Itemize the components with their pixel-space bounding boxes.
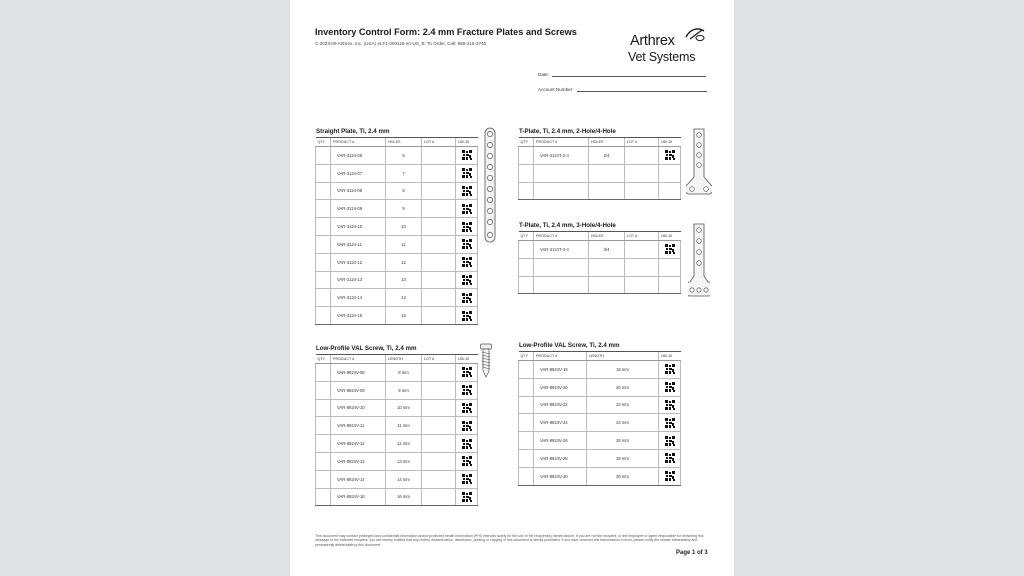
- product-number-cell: VAR-3124-12: [331, 253, 386, 271]
- udi-cell: [456, 435, 478, 453]
- blank-cell[interactable]: [519, 276, 534, 294]
- value-cell: 13 mm: [386, 452, 422, 470]
- udi-qr-code-icon: [456, 239, 477, 249]
- qty-cell[interactable]: [316, 271, 331, 289]
- udi-qr-code-icon: [456, 168, 477, 178]
- lot-number-cell[interactable]: [422, 470, 456, 488]
- column-header-qty: QTY: [519, 138, 534, 147]
- udi-cell: [456, 289, 478, 307]
- table-row: [519, 467, 681, 485]
- section-title-straight-plate: Straight Plate, Ti, 2.4 mm: [316, 128, 390, 135]
- lot-number-cell[interactable]: [422, 417, 456, 435]
- udi-qr-code-icon: [659, 364, 680, 374]
- udi-cell: [456, 218, 478, 236]
- product-number-cell: VAR-3124-08: [331, 182, 386, 200]
- column-header-qty: QTY: [519, 232, 534, 241]
- qty-cell[interactable]: [316, 182, 331, 200]
- product-number-cell: VAR-8924V-08: [331, 364, 386, 382]
- value-cell: 22 mm: [587, 396, 659, 414]
- product-number-cell: VAR-3124-10: [331, 218, 386, 236]
- blank-cell[interactable]: [625, 182, 659, 200]
- table-row: [519, 147, 681, 165]
- column-header-qty: QTY: [316, 138, 331, 147]
- value-cell: 20 mm: [587, 378, 659, 396]
- udi-qr-code-icon: [456, 293, 477, 303]
- straight-plate-table: [315, 137, 478, 325]
- lot-number-cell[interactable]: [422, 235, 456, 253]
- lot-number-cell[interactable]: [422, 200, 456, 218]
- udi-qr-code-icon: [456, 257, 477, 267]
- product-number-cell: VAR-3124-11: [331, 235, 386, 253]
- udi-cell: [456, 164, 478, 182]
- udi-cell: [456, 364, 478, 382]
- product-number-cell: VAR-3124T-3-4: [534, 241, 589, 259]
- lot-number-cell[interactable]: [422, 271, 456, 289]
- qty-cell[interactable]: [316, 452, 331, 470]
- udi-qr-code-icon: [456, 421, 477, 431]
- blank-cell[interactable]: [534, 258, 589, 276]
- product-number-cell: VAR-8924V-10: [331, 399, 386, 417]
- date-line: [552, 72, 706, 77]
- udi-cell: [659, 449, 681, 467]
- column-header-length: LENGTH: [587, 352, 659, 361]
- blank-cell[interactable]: [534, 164, 589, 182]
- blank-cell[interactable]: [589, 276, 625, 294]
- value-cell: 12 mm: [386, 435, 422, 453]
- table-row: [316, 435, 478, 453]
- column-header-product: PRODUCT #: [534, 232, 589, 241]
- qty-cell[interactable]: [316, 417, 331, 435]
- product-number-cell: VAR-8924V-22: [534, 396, 587, 414]
- value-cell: 24 mm: [587, 414, 659, 432]
- logo-line2: Vet Systems: [628, 50, 696, 64]
- table-row: [316, 164, 478, 182]
- column-header-holes: HOLES: [589, 138, 625, 147]
- column-header-udi-di: UDI-DI: [456, 355, 478, 364]
- qty-cell[interactable]: [316, 218, 331, 236]
- table-row: [519, 396, 681, 414]
- product-number-cell: VAR-8924V-12: [331, 435, 386, 453]
- udi-qr-code-icon: [659, 382, 680, 392]
- qty-cell[interactable]: [519, 396, 534, 414]
- udi-qr-code-icon: [659, 150, 680, 160]
- udi-cell: [456, 253, 478, 271]
- table-row: [316, 364, 478, 382]
- table-row: [519, 241, 681, 259]
- column-header-udi-di: UDI-DI: [659, 352, 681, 361]
- lot-number-cell[interactable]: [422, 452, 456, 470]
- udi-qr-code-icon: [456, 439, 477, 449]
- straight-plate-icon: [483, 127, 497, 243]
- product-number-cell: VAR-8924V-13: [331, 452, 386, 470]
- value-cell: 11: [386, 235, 422, 253]
- blank-cell[interactable]: [519, 182, 534, 200]
- column-header-lot: LOT #: [625, 138, 659, 147]
- table-row: [316, 452, 478, 470]
- value-cell: 3/4: [589, 241, 625, 259]
- account-number-field[interactable]: [538, 87, 707, 92]
- screw-left-table: [315, 354, 478, 506]
- value-cell: 10: [386, 218, 422, 236]
- blank-cell[interactable]: [625, 258, 659, 276]
- section-title-screw-left: Low-Profile VAL Screw, Ti, 2.4 mm: [316, 345, 417, 352]
- blank-cell[interactable]: [534, 182, 589, 200]
- value-cell: 12: [386, 253, 422, 271]
- lot-number-cell[interactable]: [422, 164, 456, 182]
- date-label: Date:: [538, 72, 549, 77]
- column-header-qty: QTY: [316, 355, 331, 364]
- udi-cell: [659, 414, 681, 432]
- product-number-cell: VAR-8924V-16: [331, 488, 386, 506]
- table-row: [316, 253, 478, 271]
- value-cell: 18 mm: [587, 361, 659, 379]
- udi-cell: [456, 417, 478, 435]
- value-cell: 16 mm: [386, 488, 422, 506]
- qty-cell[interactable]: [316, 435, 331, 453]
- table-row: [316, 218, 478, 236]
- qty-cell[interactable]: [316, 488, 331, 506]
- udi-cell: [659, 241, 681, 259]
- lot-number-cell[interactable]: [422, 147, 456, 165]
- qty-cell[interactable]: [316, 399, 331, 417]
- table-row: [519, 432, 681, 450]
- product-number-cell: VAR-8924V-28: [534, 449, 587, 467]
- lot-number-cell[interactable]: [625, 147, 659, 165]
- screw-right-table: [518, 351, 681, 486]
- table-header-row: [519, 138, 681, 147]
- table-row: [519, 414, 681, 432]
- product-number-cell: VAR-8924V-18: [534, 361, 587, 379]
- table-row: [316, 470, 478, 488]
- product-number-cell: VAR-3124-09: [331, 200, 386, 218]
- qty-cell[interactable]: [519, 414, 534, 432]
- qty-cell[interactable]: [316, 164, 331, 182]
- value-cell: 2/4: [589, 147, 625, 165]
- udi-cell: [456, 235, 478, 253]
- udi-qr-code-icon: [456, 204, 477, 214]
- table-row: [316, 147, 478, 165]
- lot-number-cell[interactable]: [422, 488, 456, 506]
- lot-number-cell[interactable]: [422, 182, 456, 200]
- blank-cell[interactable]: [659, 182, 681, 200]
- product-number-cell: VAR-8924V-14: [331, 470, 386, 488]
- blank-cell[interactable]: [519, 258, 534, 276]
- blank-cell[interactable]: [659, 276, 681, 294]
- udi-qr-code-icon: [659, 436, 680, 446]
- value-cell: 6: [386, 147, 422, 165]
- udi-qr-code-icon: [659, 400, 680, 410]
- blank-row[interactable]: [519, 182, 681, 200]
- udi-qr-code-icon: [659, 471, 680, 481]
- product-number-cell: VAR-3124-07: [331, 164, 386, 182]
- confidentiality-disclaimer: This document may contain privileged and confidential information and/or protected health information (PHI) intended solely for the use of the recipient(s) named above. If you are not the recipient, or the employee or agent responsible for delivering this message to the intended recipient, you are hereby notified that any review, dissemination, distribution, printing or copying of this document is strictly prohibited. If you have received this transmission in error, please notify the sender immediately and permanently delete/destroy this document.: [315, 534, 704, 547]
- qty-cell[interactable]: [316, 381, 331, 399]
- column-header-holes: HOLES: [589, 232, 625, 241]
- lot-number-cell[interactable]: [422, 381, 456, 399]
- table-row: [316, 488, 478, 506]
- table-row: [316, 235, 478, 253]
- qty-cell[interactable]: [519, 241, 534, 259]
- qty-cell[interactable]: [519, 449, 534, 467]
- lot-number-cell[interactable]: [422, 307, 456, 325]
- table-row: [519, 361, 681, 379]
- lot-number-cell[interactable]: [422, 218, 456, 236]
- blank-row[interactable]: [519, 164, 681, 182]
- product-number-cell: VAR-3124-14: [331, 289, 386, 307]
- udi-cell: [456, 182, 478, 200]
- product-number-cell: VAR-3124-13: [331, 271, 386, 289]
- udi-qr-code-icon: [456, 311, 477, 321]
- udi-cell: [456, 147, 478, 165]
- t-plate-2-4-icon: [686, 127, 712, 199]
- product-number-cell: VAR-8924V-20: [534, 378, 587, 396]
- udi-qr-code-icon: [456, 385, 477, 395]
- t-plate-2-4-table: [518, 137, 681, 200]
- product-number-cell: VAR-8924V-09: [331, 381, 386, 399]
- product-number-cell: VAR-8924V-24: [534, 414, 587, 432]
- udi-qr-code-icon: [456, 474, 477, 484]
- table-row: [316, 307, 478, 325]
- blank-cell[interactable]: [534, 276, 589, 294]
- udi-cell: [659, 432, 681, 450]
- value-cell: 14 mm: [386, 470, 422, 488]
- column-header-length: LENGTH: [386, 355, 422, 364]
- lot-number-cell[interactable]: [422, 435, 456, 453]
- lot-number-cell[interactable]: [422, 253, 456, 271]
- value-cell: 8: [386, 182, 422, 200]
- blank-cell[interactable]: [589, 258, 625, 276]
- qty-cell[interactable]: [316, 200, 331, 218]
- column-header-product: PRODUCT #: [534, 352, 587, 361]
- column-header-udi-di: UDI-DI: [659, 232, 681, 241]
- udi-cell: [659, 467, 681, 485]
- column-header-qty: QTY: [519, 352, 534, 361]
- product-number-cell: VAR-8924V-11: [331, 417, 386, 435]
- udi-qr-code-icon: [456, 403, 477, 413]
- table-header-row: [519, 232, 681, 241]
- column-header-holes: HOLES: [386, 138, 422, 147]
- form-page: [290, 0, 734, 576]
- blank-cell[interactable]: [589, 164, 625, 182]
- udi-cell: [659, 361, 681, 379]
- lot-number-cell[interactable]: [422, 399, 456, 417]
- column-header-udi-di: UDI-DI: [659, 138, 681, 147]
- lot-number-cell[interactable]: [422, 289, 456, 307]
- qty-cell[interactable]: [316, 307, 331, 325]
- table-row: [316, 182, 478, 200]
- table-row: [316, 200, 478, 218]
- qty-cell[interactable]: [316, 364, 331, 382]
- blank-row[interactable]: [519, 276, 681, 294]
- udi-cell: [456, 271, 478, 289]
- qty-cell[interactable]: [519, 467, 534, 485]
- value-cell: 14: [386, 289, 422, 307]
- qty-cell[interactable]: [519, 378, 534, 396]
- udi-qr-code-icon: [456, 492, 477, 502]
- column-header-product: PRODUCT #: [331, 138, 386, 147]
- value-cell: 8 mm: [386, 364, 422, 382]
- product-number-cell: VAR-8924V-26: [534, 432, 587, 450]
- value-cell: 9: [386, 200, 422, 218]
- table-row: [519, 378, 681, 396]
- udi-qr-code-icon: [456, 275, 477, 285]
- account-number-label: Account Number:: [538, 87, 574, 92]
- column-header-product: PRODUCT #: [534, 138, 589, 147]
- udi-cell: [456, 200, 478, 218]
- table-row: [316, 271, 478, 289]
- value-cell: 9 mm: [386, 381, 422, 399]
- section-title-t-plate-3-4: T-Plate, Ti, 2.4 mm, 3-Hole/4-Hole: [519, 222, 616, 229]
- section-title-screw-right: Low-Profile VAL Screw, Ti, 2.4 mm: [519, 342, 620, 349]
- blank-cell[interactable]: [625, 164, 659, 182]
- page-number: Page 1 of 3: [676, 550, 708, 556]
- blank-cell[interactable]: [519, 164, 534, 182]
- value-cell: 10 mm: [386, 399, 422, 417]
- qty-cell[interactable]: [519, 147, 534, 165]
- udi-cell: [456, 452, 478, 470]
- qty-cell[interactable]: [316, 253, 331, 271]
- table-row: [316, 417, 478, 435]
- value-cell: 7: [386, 164, 422, 182]
- column-header-udi-di: UDI-DI: [456, 138, 478, 147]
- t-plate-3-4-table: [518, 231, 681, 294]
- udi-qr-code-icon: [456, 456, 477, 466]
- qty-cell[interactable]: [316, 235, 331, 253]
- product-number-cell: VAR-3124-15: [331, 307, 386, 325]
- table-header-row: [519, 352, 681, 361]
- column-header-lot: LOT #: [422, 138, 456, 147]
- logo-swoosh-icon: [684, 27, 708, 45]
- udi-cell: [456, 399, 478, 417]
- account-number-line: [577, 87, 707, 92]
- qty-cell[interactable]: [519, 432, 534, 450]
- value-cell: 11 mm: [386, 417, 422, 435]
- qty-cell[interactable]: [316, 470, 331, 488]
- table-row: [316, 399, 478, 417]
- value-cell: 30 mm: [587, 467, 659, 485]
- table-header-row: [316, 355, 478, 364]
- t-plate-3-4-icon: [688, 222, 710, 300]
- udi-qr-code-icon: [456, 150, 477, 160]
- value-cell: 26 mm: [587, 432, 659, 450]
- form-title: Inventory Control Form: 2.4 mm Fracture Plates and Screws: [315, 27, 577, 37]
- udi-cell: [456, 307, 478, 325]
- udi-cell: [659, 396, 681, 414]
- column-header-product: PRODUCT #: [331, 355, 386, 364]
- udi-qr-code-icon: [456, 222, 477, 232]
- udi-qr-code-icon: [659, 418, 680, 428]
- screw-icon: [480, 343, 492, 379]
- blank-cell[interactable]: [625, 276, 659, 294]
- product-number-cell: VAR-3124-06: [331, 147, 386, 165]
- udi-cell: [456, 381, 478, 399]
- udi-qr-code-icon: [456, 186, 477, 196]
- table-row: [519, 449, 681, 467]
- form-subtitle: © 2023-09 Arthrex, Inc. (USA) eLF1-000118-en-US_B; To Order, Call: 888-215-3740: [315, 41, 487, 46]
- blank-cell[interactable]: [659, 164, 681, 182]
- blank-cell[interactable]: [589, 182, 625, 200]
- udi-qr-code-icon: [659, 244, 680, 254]
- udi-qr-code-icon: [456, 367, 477, 377]
- table-row: [316, 289, 478, 307]
- blank-cell[interactable]: [659, 258, 681, 276]
- qty-cell[interactable]: [316, 289, 331, 307]
- lot-number-cell[interactable]: [422, 364, 456, 382]
- udi-cell: [659, 378, 681, 396]
- section-title-t-plate-2-4: T-Plate, Ti, 2.4 mm, 2-Hole/4-Hole: [519, 128, 616, 135]
- product-number-cell: VAR-8924V-30: [534, 467, 587, 485]
- table-header-row: [316, 138, 478, 147]
- table-row: [316, 381, 478, 399]
- value-cell: 15: [386, 307, 422, 325]
- column-header-lot: LOT #: [625, 232, 659, 241]
- value-cell: 13: [386, 271, 422, 289]
- qty-cell[interactable]: [316, 147, 331, 165]
- udi-qr-code-icon: [659, 453, 680, 463]
- udi-cell: [456, 488, 478, 506]
- qty-cell[interactable]: [519, 361, 534, 379]
- date-field[interactable]: [538, 72, 706, 77]
- value-cell: 28 mm: [587, 449, 659, 467]
- product-number-cell: VAR-3124T-2-4: [534, 147, 589, 165]
- blank-row[interactable]: [519, 258, 681, 276]
- udi-cell: [659, 147, 681, 165]
- lot-number-cell[interactable]: [625, 241, 659, 259]
- logo-line1: Arthrex: [630, 33, 675, 49]
- udi-cell: [456, 470, 478, 488]
- column-header-lot: LOT #: [422, 355, 456, 364]
